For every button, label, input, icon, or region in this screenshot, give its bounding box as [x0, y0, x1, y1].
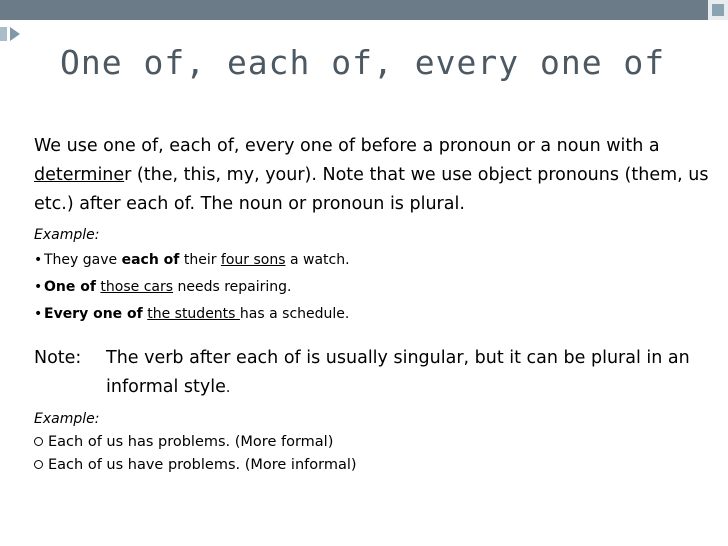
intro-text-2: r (the, this, my, your). Note that we use object pronouns (them, us etc.) after each of. The noun or pronoun is plural.: [34, 165, 709, 214]
example-bold: each of: [121, 252, 180, 268]
intro-text-1: We use one of, each of, every one of before a pronoun or a noun with a: [34, 136, 660, 156]
example-item: [34, 274, 714, 301]
example-label: Example:: [34, 227, 100, 243]
example2-text: Each of us have problems. (More informal): [48, 457, 357, 473]
example-text: has a schedule.: [239, 306, 350, 322]
circle-bullet-icon: [34, 437, 43, 446]
slide-body: [34, 132, 714, 477]
note-block: [34, 344, 714, 403]
note-label: Note:: [34, 348, 82, 368]
top-bar: [0, 0, 728, 20]
example2-label: Example:: [34, 411, 100, 427]
example-text: They gave: [44, 252, 122, 268]
note-period: .: [225, 380, 231, 396]
example-bold: One of: [44, 279, 96, 295]
corner-decoration: [708, 0, 728, 20]
example-text: a watch.: [285, 252, 350, 268]
bullet-icon: •: [34, 279, 43, 295]
title-arrow-icon: [10, 27, 20, 41]
example-underline: four sons: [220, 252, 286, 268]
example2-text: Each of us has problems. (More formal): [48, 434, 334, 450]
note-text-block: [106, 344, 712, 403]
bullet-icon: •: [34, 306, 43, 322]
example-underline: those cars: [100, 279, 174, 295]
example-item: [34, 301, 714, 328]
bullet-icon: •: [34, 252, 43, 268]
example-text: their: [179, 252, 221, 268]
example-item: [34, 247, 714, 274]
intro-paragraph: [34, 132, 714, 219]
title-accent-bar: [0, 27, 7, 41]
example2-list: [34, 431, 714, 477]
slide-title: One of, each of, every one of: [60, 43, 666, 82]
example-bold: Every one of: [44, 306, 143, 322]
circle-bullet-icon: [34, 460, 43, 469]
example2-item: [34, 454, 714, 477]
example2-item: [34, 431, 714, 454]
note-text: The verb after each of is usually singular, but it can be plural in an informal style: [106, 348, 690, 397]
example-underline: the students: [147, 306, 240, 322]
example-text: needs repairing.: [173, 279, 292, 295]
example-list: [34, 247, 714, 328]
intro-underlined-word: determine: [34, 165, 125, 185]
